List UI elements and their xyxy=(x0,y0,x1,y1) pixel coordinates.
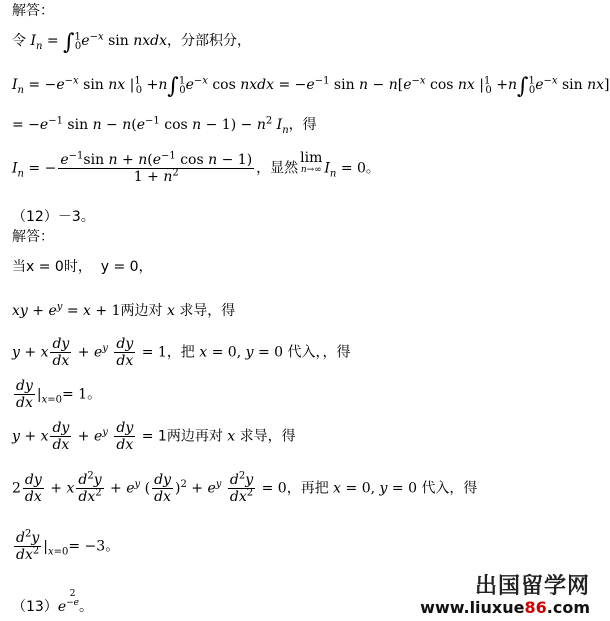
substitute-tail-text: 代入，，得 xyxy=(287,344,351,361)
when-cond: x = 0时， xyxy=(26,259,92,275)
derive-text: 求导，得 xyxy=(179,303,236,319)
integral-definition-line: 令 $I_n = \int^1_0e^{-x}$ sin nxdx，分部积分， xyxy=(12,30,251,55)
closed-form-line: $I_n$ = − $\frac{e^{-1}\sin n + n(e^{-1} \cos n - 1)}{1 + n^2}$ ，显然lim n→∞ $I_n = 0$。 xyxy=(12,150,380,185)
let-text: 令 xyxy=(12,33,26,49)
obviously-text: ，显然 xyxy=(256,160,299,177)
item-13-label: （13） xyxy=(12,599,58,615)
period-text: 。 xyxy=(79,599,93,615)
first-derivative-value-line: $\frac{dy}{dx}$ $|_{x=0}= 1$。 xyxy=(16,378,102,411)
when-result: y = 0， xyxy=(100,259,153,275)
watermark-url: www.liuxue86.com xyxy=(420,598,590,617)
integration-by-parts-text: ，分部积分， xyxy=(167,33,251,49)
second-derivative-line: 2 $\frac{dy}{dx}$ + x $\frac{d^2y}{dx^2}$ + $e^y$ ( $\frac{dy}{dx}$ )$^2 + e^y$ $\frac{d^2y}{dx^2}$ = 0，再把 x = 0, y = 0 代入，得 xyxy=(12,470,478,505)
result-line: = $-e^{-1}$ $\sin n - n(e^{-1}$ $\cos n - 1) - n^2$ $I_n$，得 xyxy=(12,115,317,136)
resubstitute-text: ，再把 xyxy=(286,480,329,497)
then-text: ，得 xyxy=(288,117,317,133)
expansion-line: $I_n = -e^{-x}$ sin nx $|^1_0 +n\int^1_0e^{-x}$ cos nxdx = $-e^{-1}$ $\sin n - n[e^{-x}$ cos nx $|^1_0 +n\int^1_0e^{-x}$ sin nx] xyxy=(12,74,610,99)
second-derivative-value-line: $\frac{d^2y}{dx^2}$ $|_{x=0}= -3$。 xyxy=(16,528,120,563)
item-12: （12）－3。 xyxy=(12,209,95,225)
both-sides-text: 两边对 xyxy=(120,303,163,319)
resubstitute-tail-text: 代入，得 xyxy=(421,480,478,497)
answer-label-2: 解答： xyxy=(12,229,54,245)
watermark-title: 出国留学网 xyxy=(474,574,590,599)
substitute-text: ，把 xyxy=(166,344,195,361)
second-differentiate-line: y + x $\frac{dy}{dx}$ + $e^y$ $\frac{dy}{dx}$ = 1两边再对 x 求导，得 xyxy=(12,420,296,453)
equation-line: xy + $e^y = x + 1$两边对 x 求导，得 xyxy=(12,301,236,319)
item-13-line: （13）e $^{2 -e}$ 。 xyxy=(12,589,93,615)
first-derivative-line: y + x $\frac{dy}{dx}$ + $e^y$ $\frac{dy}{dx}$ = 1，把 x = 0, y = 0 代入，，得 xyxy=(12,336,351,369)
both-sides-again-text: 1两边再对 xyxy=(157,428,223,445)
initial-condition-line xyxy=(12,258,153,276)
derive-text-2: 求导，得 xyxy=(239,428,296,445)
site-watermark xyxy=(420,575,590,617)
when-text: 当 xyxy=(12,259,26,275)
closed-form-fraction: $\frac{e^{-1}\sin n + n(e^{-1} \cos n - 1)}{1 + n^2}$ xyxy=(60,150,253,185)
answer-label-1: 解答： xyxy=(12,3,54,19)
